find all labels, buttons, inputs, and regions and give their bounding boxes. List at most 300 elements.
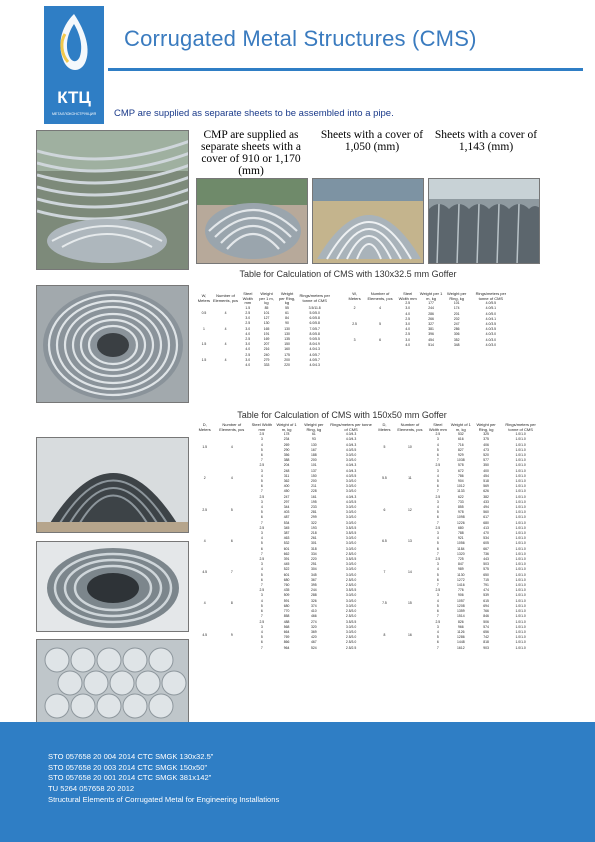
elements-cell: 5 <box>230 507 233 512</box>
table-cell: 218 <box>311 531 317 536</box>
diameter-cell: 4 <box>203 538 206 543</box>
table-cell: 362 <box>283 479 290 484</box>
table-cell: 626 <box>483 489 489 494</box>
table-cell: 318 <box>311 546 317 551</box>
table-cell: 200 <box>284 357 290 362</box>
table-cell: 4 <box>260 629 263 634</box>
table-cell: 6 <box>436 577 439 582</box>
table-cell: 326 <box>311 598 317 603</box>
table-cell: 130 <box>263 321 270 326</box>
table-cell: 6 <box>260 515 263 520</box>
table-cell: 574 <box>483 624 489 629</box>
table-cell: 240 <box>263 352 270 357</box>
photo-pipe-assembly <box>196 178 308 264</box>
table-cell: 7 <box>260 583 263 588</box>
table-cell: 4.0 <box>245 347 251 352</box>
table-cell: 169 <box>263 337 270 341</box>
table2-left-header: Steel Width mm <box>251 422 273 432</box>
table-cell: 4.0/3.0 <box>485 342 497 347</box>
table-cell: 193 <box>311 525 317 530</box>
table-cell: 2.5 <box>245 337 251 341</box>
table-cell: 466 <box>311 614 317 619</box>
table-cell: 578 <box>457 463 464 468</box>
table-cell: 1.0/1.0 <box>515 484 526 489</box>
table-cell: 3 <box>436 624 439 629</box>
diameter-cell: 3 <box>353 337 356 342</box>
table-cell: 1.0/1.0 <box>515 588 526 593</box>
table-cell: 4 <box>436 536 439 541</box>
table2-right-header: Number of Elements, pcs <box>397 422 423 432</box>
table2-right-header: Steel Width mm <box>428 422 447 432</box>
table-cell: 4.0/3.5 <box>345 473 357 478</box>
table-cell: 518 <box>483 479 489 484</box>
table-cell: 532 <box>283 541 290 546</box>
table-cell: 4.0/5.7 <box>309 352 320 357</box>
table-cell: 4.0 <box>405 342 411 347</box>
table-cell: 7 <box>260 614 263 619</box>
table-cell: 1038 <box>457 458 465 463</box>
table-cell: 622 <box>457 494 464 499</box>
table-cell: 5 <box>436 635 439 640</box>
table-cell: 4 <box>260 536 263 541</box>
table-cell: 396 <box>428 332 434 337</box>
elements-cell: 6 <box>379 337 382 342</box>
table-cell: 7 <box>260 551 263 556</box>
table-cell: 3.0/3.0 <box>345 567 357 572</box>
table-cell: 560 <box>483 510 489 515</box>
elements-cell: 16 <box>408 632 412 637</box>
table-cell: 487 <box>283 515 290 520</box>
table-cell: 3.0/3.0 <box>345 536 357 541</box>
table-cell: 333 <box>263 363 270 368</box>
table-cell: 5 <box>436 510 439 515</box>
table-cell: 7 <box>436 583 439 588</box>
table-cell: 3 <box>260 531 263 536</box>
table-cell: 244 <box>311 588 317 593</box>
table-cell: 664 <box>283 629 290 634</box>
table-cell: 200 <box>311 458 317 463</box>
table-cell: 2.5/3.0 <box>345 583 357 588</box>
table-cell: 1.0/1.0 <box>515 635 526 640</box>
table-cell: 1.0/1.0 <box>515 458 526 463</box>
table-cell: 1.0/1.0 <box>515 494 526 499</box>
table-cell: 5 <box>436 541 439 546</box>
table-cell: 989 <box>457 567 464 572</box>
table-cell: 406 <box>483 442 489 447</box>
table1-left-header: W, Meters <box>197 293 211 303</box>
elements-cell: 4 <box>224 310 227 315</box>
table-cell: 391 <box>283 557 290 562</box>
table-cell: 3 <box>260 437 263 442</box>
table-cell: 3.0/3.0 <box>345 515 357 520</box>
table-cell: 4.0 <box>245 363 251 368</box>
table-cell: 1.0/1.0 <box>515 520 526 525</box>
diameter-cell: 0.5 <box>201 310 207 315</box>
table-cell: 4 <box>436 505 439 510</box>
diameter-cell: 1.5 <box>202 445 208 450</box>
table-cell: 7 <box>436 645 439 650</box>
table-cell: 1.0/1.0 <box>515 546 526 551</box>
table-cell: 569 <box>483 484 489 489</box>
table-cell: 454 <box>483 473 489 478</box>
table2-right-header: D, Meters <box>378 422 391 432</box>
table-cell: 344 <box>283 505 290 510</box>
table-cell: 299 <box>311 515 317 520</box>
table-cell: 281 <box>311 510 317 515</box>
table-cell: 463 <box>283 536 290 541</box>
table-cell: 788 <box>457 531 464 536</box>
table-cell: 3.0/3.0 <box>345 520 357 525</box>
table-cell: 680 <box>283 603 290 608</box>
table-cell: 3.0 <box>245 342 251 347</box>
table-cell: 5 <box>436 447 439 452</box>
table-cell: 4 <box>436 629 439 634</box>
table-cell: 5 <box>436 479 439 484</box>
table-cell: 286 <box>453 327 460 332</box>
table-cell: 433 <box>483 499 489 504</box>
table-cell: 1.0/1.0 <box>515 515 526 520</box>
table-cell: 1.0/1.0 <box>515 640 526 645</box>
table-cell: 1.0/1.0 <box>515 510 526 515</box>
table-cell: 191 <box>263 331 270 336</box>
table-cell: 3.0 <box>245 357 251 362</box>
table-cell: 6.0/5.8 <box>309 316 320 321</box>
table-cell: 616 <box>457 437 464 442</box>
table-cell: 1.0/1.0 <box>515 453 526 457</box>
table-cell: 3 <box>260 624 263 629</box>
table-cell: 420 <box>311 635 317 640</box>
table-cell: 3 <box>436 468 439 473</box>
table-cell: 786 <box>457 473 464 478</box>
table-cell: 4 <box>436 598 439 603</box>
table-cell: 3.5/11.8 <box>308 305 321 310</box>
table2-left <box>196 423 374 651</box>
table-cell: 1286 <box>457 635 465 640</box>
table-cell: 4.0/4.1 <box>485 316 497 321</box>
table-cell: 395 <box>311 583 317 588</box>
table-cell: 290 <box>283 447 290 452</box>
table-cell: 7 <box>436 520 439 525</box>
table-cell: 3.0/3.0 <box>345 489 357 494</box>
table-cell: 725 <box>457 557 464 562</box>
table-cell: 4.0/4.3 <box>345 432 357 437</box>
table-cell: 5 <box>436 603 439 608</box>
table-cell: 367 <box>311 577 317 582</box>
table-cell: 130 <box>284 326 290 331</box>
table-cell: 776 <box>457 588 464 593</box>
table2-right-header: Weight of 1 m, kg <box>450 422 471 432</box>
table-cell: 7 <box>260 489 263 494</box>
table1-right-header: Rings/meters per tonne of CMS <box>475 291 507 301</box>
table-cell: 2.5 <box>259 525 265 530</box>
table-cell: 791 <box>483 583 489 588</box>
table-cell: 9.0/5.5 <box>309 337 320 341</box>
table-cell: 494 <box>483 505 489 510</box>
table-cell: 1.0/1.0 <box>515 551 526 556</box>
table-cell: 306 <box>453 332 460 337</box>
table-cell: 297 <box>283 499 290 504</box>
table-cell: 1272 <box>457 577 465 582</box>
table-cell: 327 <box>428 322 434 326</box>
table-cell: 1448 <box>457 640 465 645</box>
table-cell: 1098 <box>457 515 465 520</box>
table-cell: 826 <box>457 619 464 624</box>
table-cell: 4 <box>436 442 439 447</box>
table-cell: 2.5 <box>405 316 411 321</box>
table-cell: 1.0/1.0 <box>515 577 526 582</box>
table-cell: 3.0/3.0 <box>345 484 357 489</box>
table-cell: 1320 <box>457 551 465 556</box>
table-cell: 3.0/3.0 <box>345 458 357 463</box>
table-cell: 8.0/5.8 <box>309 331 320 336</box>
table-cell: 127 <box>263 316 270 321</box>
page-title: Corrugated Metal Structures (CMS) <box>124 26 477 51</box>
table2-right <box>376 423 542 651</box>
diameter-cell: 7 <box>383 570 386 575</box>
table-cell: 304 <box>311 567 317 572</box>
table-cell: 5 <box>260 635 263 640</box>
table-cell: 742 <box>483 635 489 640</box>
table-cell: 2.5 <box>259 432 265 437</box>
table-cell: 1.5 <box>245 305 251 310</box>
table-row <box>376 620 542 625</box>
table-cell: 2.5/3.0 <box>345 577 357 582</box>
table-cell: 1.0/1.0 <box>515 468 526 473</box>
elements-cell: 9 <box>230 632 233 637</box>
table-cell: 467 <box>311 640 317 645</box>
table-cell: 2.5/2.5 <box>345 645 357 650</box>
table-cell: 61 <box>311 432 316 437</box>
table-cell: 770 <box>283 609 290 614</box>
elements-cell: 13 <box>408 538 412 543</box>
table-cell: 400 <box>483 468 489 473</box>
table1-left-header: Number of Elements, pcs <box>212 293 239 303</box>
table-cell: 827 <box>457 447 464 452</box>
table-cell: 715 <box>483 577 489 582</box>
table-cell: 964 <box>283 645 290 650</box>
footer-line: STO 057658 20 001 2014 CTC SMGK 381x142” <box>48 773 212 783</box>
table-cell: 522 <box>283 567 290 572</box>
diameter-cell: 6 <box>383 507 386 512</box>
table-cell: 2.5 <box>405 301 411 306</box>
table-cell: 3.0 <box>405 306 411 311</box>
table-cell: 228 <box>311 489 317 494</box>
table-cell: 4.0/4.3 <box>345 437 357 442</box>
table2-right-header: Weight per Ring, kg <box>476 422 496 432</box>
elements-cell: 8 <box>230 601 233 606</box>
table-cell: 4.0/4.3 <box>345 442 357 447</box>
table-cell: 3.0/3.0 <box>345 510 357 515</box>
table-cell: 161 <box>311 494 317 499</box>
table2-caption: Table for Calculation of CMS with 150x50 mm Goffer <box>237 410 447 420</box>
elements-cell: 15 <box>408 601 412 606</box>
table-cell: 3.0/3.0 <box>345 593 357 598</box>
table-cell: 601 <box>283 572 290 577</box>
table-cell: 1012 <box>457 484 465 489</box>
table-cell: 7 <box>436 614 439 619</box>
table-cell: 3 <box>436 562 439 567</box>
table-row <box>346 332 512 337</box>
table-cell: 7 <box>260 645 263 650</box>
table-cell: 921 <box>457 536 464 541</box>
table-cell: 1.0/1.0 <box>515 645 526 650</box>
table-cell: 90 <box>285 321 289 326</box>
table-cell: 220 <box>284 363 290 368</box>
table-cell: 1126 <box>457 629 465 634</box>
table-cell: 1.0/1.0 <box>515 525 526 530</box>
table-cell: 4.0 <box>405 327 411 332</box>
logo-text: КТЦ <box>57 88 91 107</box>
table-cell: 3 <box>436 437 439 442</box>
table-cell: 6 <box>436 546 439 551</box>
table-cell: 605 <box>483 541 489 546</box>
table-cell: 855 <box>457 505 464 510</box>
table-cell: 1.0/1.0 <box>515 463 526 468</box>
photo-corrugated-sheets <box>428 178 540 264</box>
table-cell: 575 <box>483 567 489 572</box>
photo-pipe-sections <box>36 130 189 270</box>
table-cell: 4.0/4.3 <box>345 468 357 473</box>
table-cell: 1.0/1.0 <box>515 629 526 634</box>
table-cell: 248 <box>283 468 290 473</box>
table-cell: 2.5 <box>435 525 441 530</box>
table-cell: 520 <box>483 453 489 457</box>
table-cell: 135 <box>284 337 290 341</box>
table-cell: 200 <box>311 479 317 484</box>
footer-line: TU 5264 057658 20 2012 <box>48 784 135 794</box>
table-cell: 175 <box>284 352 290 357</box>
table-cell: 672 <box>457 468 464 473</box>
table-cell: 410 <box>311 609 317 614</box>
diameter-cell: 4 <box>203 601 206 606</box>
table-cell: 356 <box>283 453 290 457</box>
table-cell: 233 <box>311 505 317 510</box>
table-cell: 374 <box>311 603 317 608</box>
photo-pipe-coupling <box>36 541 189 632</box>
elements-cell: 7 <box>230 570 233 575</box>
company-logo <box>44 6 104 124</box>
footer-line: Structural Elements of Corrugated Metal for Engineering Installations <box>48 794 280 804</box>
table-cell: 6 <box>260 453 263 457</box>
diameter-cell: 2.5 <box>352 322 357 326</box>
table-cell: 866 <box>283 640 290 645</box>
table-cell: 6 <box>260 546 263 551</box>
table-cell: 1226 <box>457 520 465 525</box>
table-cell: 1359 <box>457 609 465 614</box>
table-cell: 509 <box>283 593 290 598</box>
table-cell: 6 <box>436 484 439 489</box>
table-cell: 539 <box>483 593 489 598</box>
table-cell: 195 <box>311 499 317 504</box>
table-cell: 2.5 <box>435 432 441 437</box>
table-cell: 350 <box>483 463 489 468</box>
column-header-3: Sheets with a cover of 1,143 (mm) <box>434 129 538 153</box>
table-cell: 4.0/3.5 <box>485 322 497 326</box>
table-cell: 55 <box>285 305 289 310</box>
table-cell: 6 <box>260 640 263 645</box>
table-cell: 929 <box>457 453 464 457</box>
table-cell: 1416 <box>457 583 465 588</box>
table-cell: 320 <box>311 624 317 629</box>
table-cell: 381 <box>428 327 434 332</box>
table-cell: 3.0/3.0 <box>345 546 357 551</box>
table1-right-header: Steel Width mm <box>398 291 417 301</box>
table-cell: 6.0/5.8 <box>309 321 320 326</box>
table-cell: 4 <box>260 598 263 603</box>
table-cell: 5 <box>260 572 263 577</box>
table-cell: 274 <box>311 619 317 624</box>
table-cell: 6 <box>436 609 439 614</box>
table-cell: 3.0/3.0 <box>345 562 357 567</box>
table-cell: 4.0/4.3 <box>309 363 320 368</box>
table-cell: 6 <box>260 577 263 582</box>
table-cell: 680 <box>483 520 489 525</box>
table-cell: 6 <box>436 453 439 457</box>
table1-right-header: Number of Elements, pcs <box>367 291 393 301</box>
logo-subtext: МЕТАЛЛОКОНСТРУКЦИЯ <box>51 112 97 116</box>
table-cell: 4 <box>260 473 263 478</box>
table-cell: 534 <box>283 520 290 525</box>
elements-cell: 4 <box>230 476 233 481</box>
table-cell: 1.0/1.0 <box>515 572 526 577</box>
table-cell: 286 <box>428 311 434 316</box>
table-cell: 1.0/1.0 <box>515 614 526 619</box>
table-cell: 450 <box>283 489 290 494</box>
table-cell: 177 <box>428 301 434 306</box>
table-cell: 3 <box>436 499 439 504</box>
table-cell: 650 <box>483 572 489 577</box>
table-cell: 1.0/1.0 <box>515 567 526 572</box>
table-row <box>376 463 542 468</box>
table-cell: 4.0/5.7 <box>309 357 320 362</box>
table-cell: 2.5 <box>259 619 265 624</box>
table-cell: 247 <box>283 494 290 499</box>
table1-left-header: Rings/meters per tonne of CMS <box>299 293 330 303</box>
table-cell: 3.5/3.5 <box>345 557 357 562</box>
elements-cell: 4 <box>379 306 382 311</box>
photo-corrugated-arch <box>36 639 189 725</box>
table-cell: 680 <box>283 577 290 582</box>
table-cell: 150 <box>311 473 317 478</box>
diameter-cell: 4.5 <box>202 570 208 575</box>
photo-pipe-installed <box>312 178 424 264</box>
table-cell: 1.0/1.0 <box>515 598 526 603</box>
diameter-cell: 1.5 <box>201 342 207 347</box>
table-cell: 1.0/1.0 <box>515 562 526 567</box>
elements-cell: 14 <box>408 570 412 575</box>
table-cell: 137 <box>311 468 317 473</box>
table-cell: 301 <box>311 541 317 546</box>
table1-right <box>346 292 512 348</box>
elements-cell: 4 <box>224 326 227 331</box>
table-cell: 388 <box>283 458 290 463</box>
table2-left-header: D, Meters <box>198 422 211 432</box>
table-cell: 5 <box>260 447 263 452</box>
table-cell: 1.0/1.0 <box>515 437 526 442</box>
table-cell: 858 <box>283 614 290 619</box>
table-cell: 435 <box>283 588 290 593</box>
table-cell: 1057 <box>457 598 465 603</box>
column-header-1: CMP are supplied as separate sheets with a cover of 910 or 1,170 (mm) <box>201 129 301 177</box>
table-cell: 1208 <box>457 603 465 608</box>
table-cell: 251 <box>311 562 317 567</box>
table-cell: 85 <box>264 305 269 310</box>
table-cell: 3 <box>260 593 263 598</box>
table-cell: 966 <box>457 624 464 629</box>
table-cell: 3.0/3.0 <box>345 479 357 484</box>
table-cell: 4.0/5.0 <box>485 311 497 316</box>
table-cell: 1.0/1.0 <box>515 536 526 541</box>
